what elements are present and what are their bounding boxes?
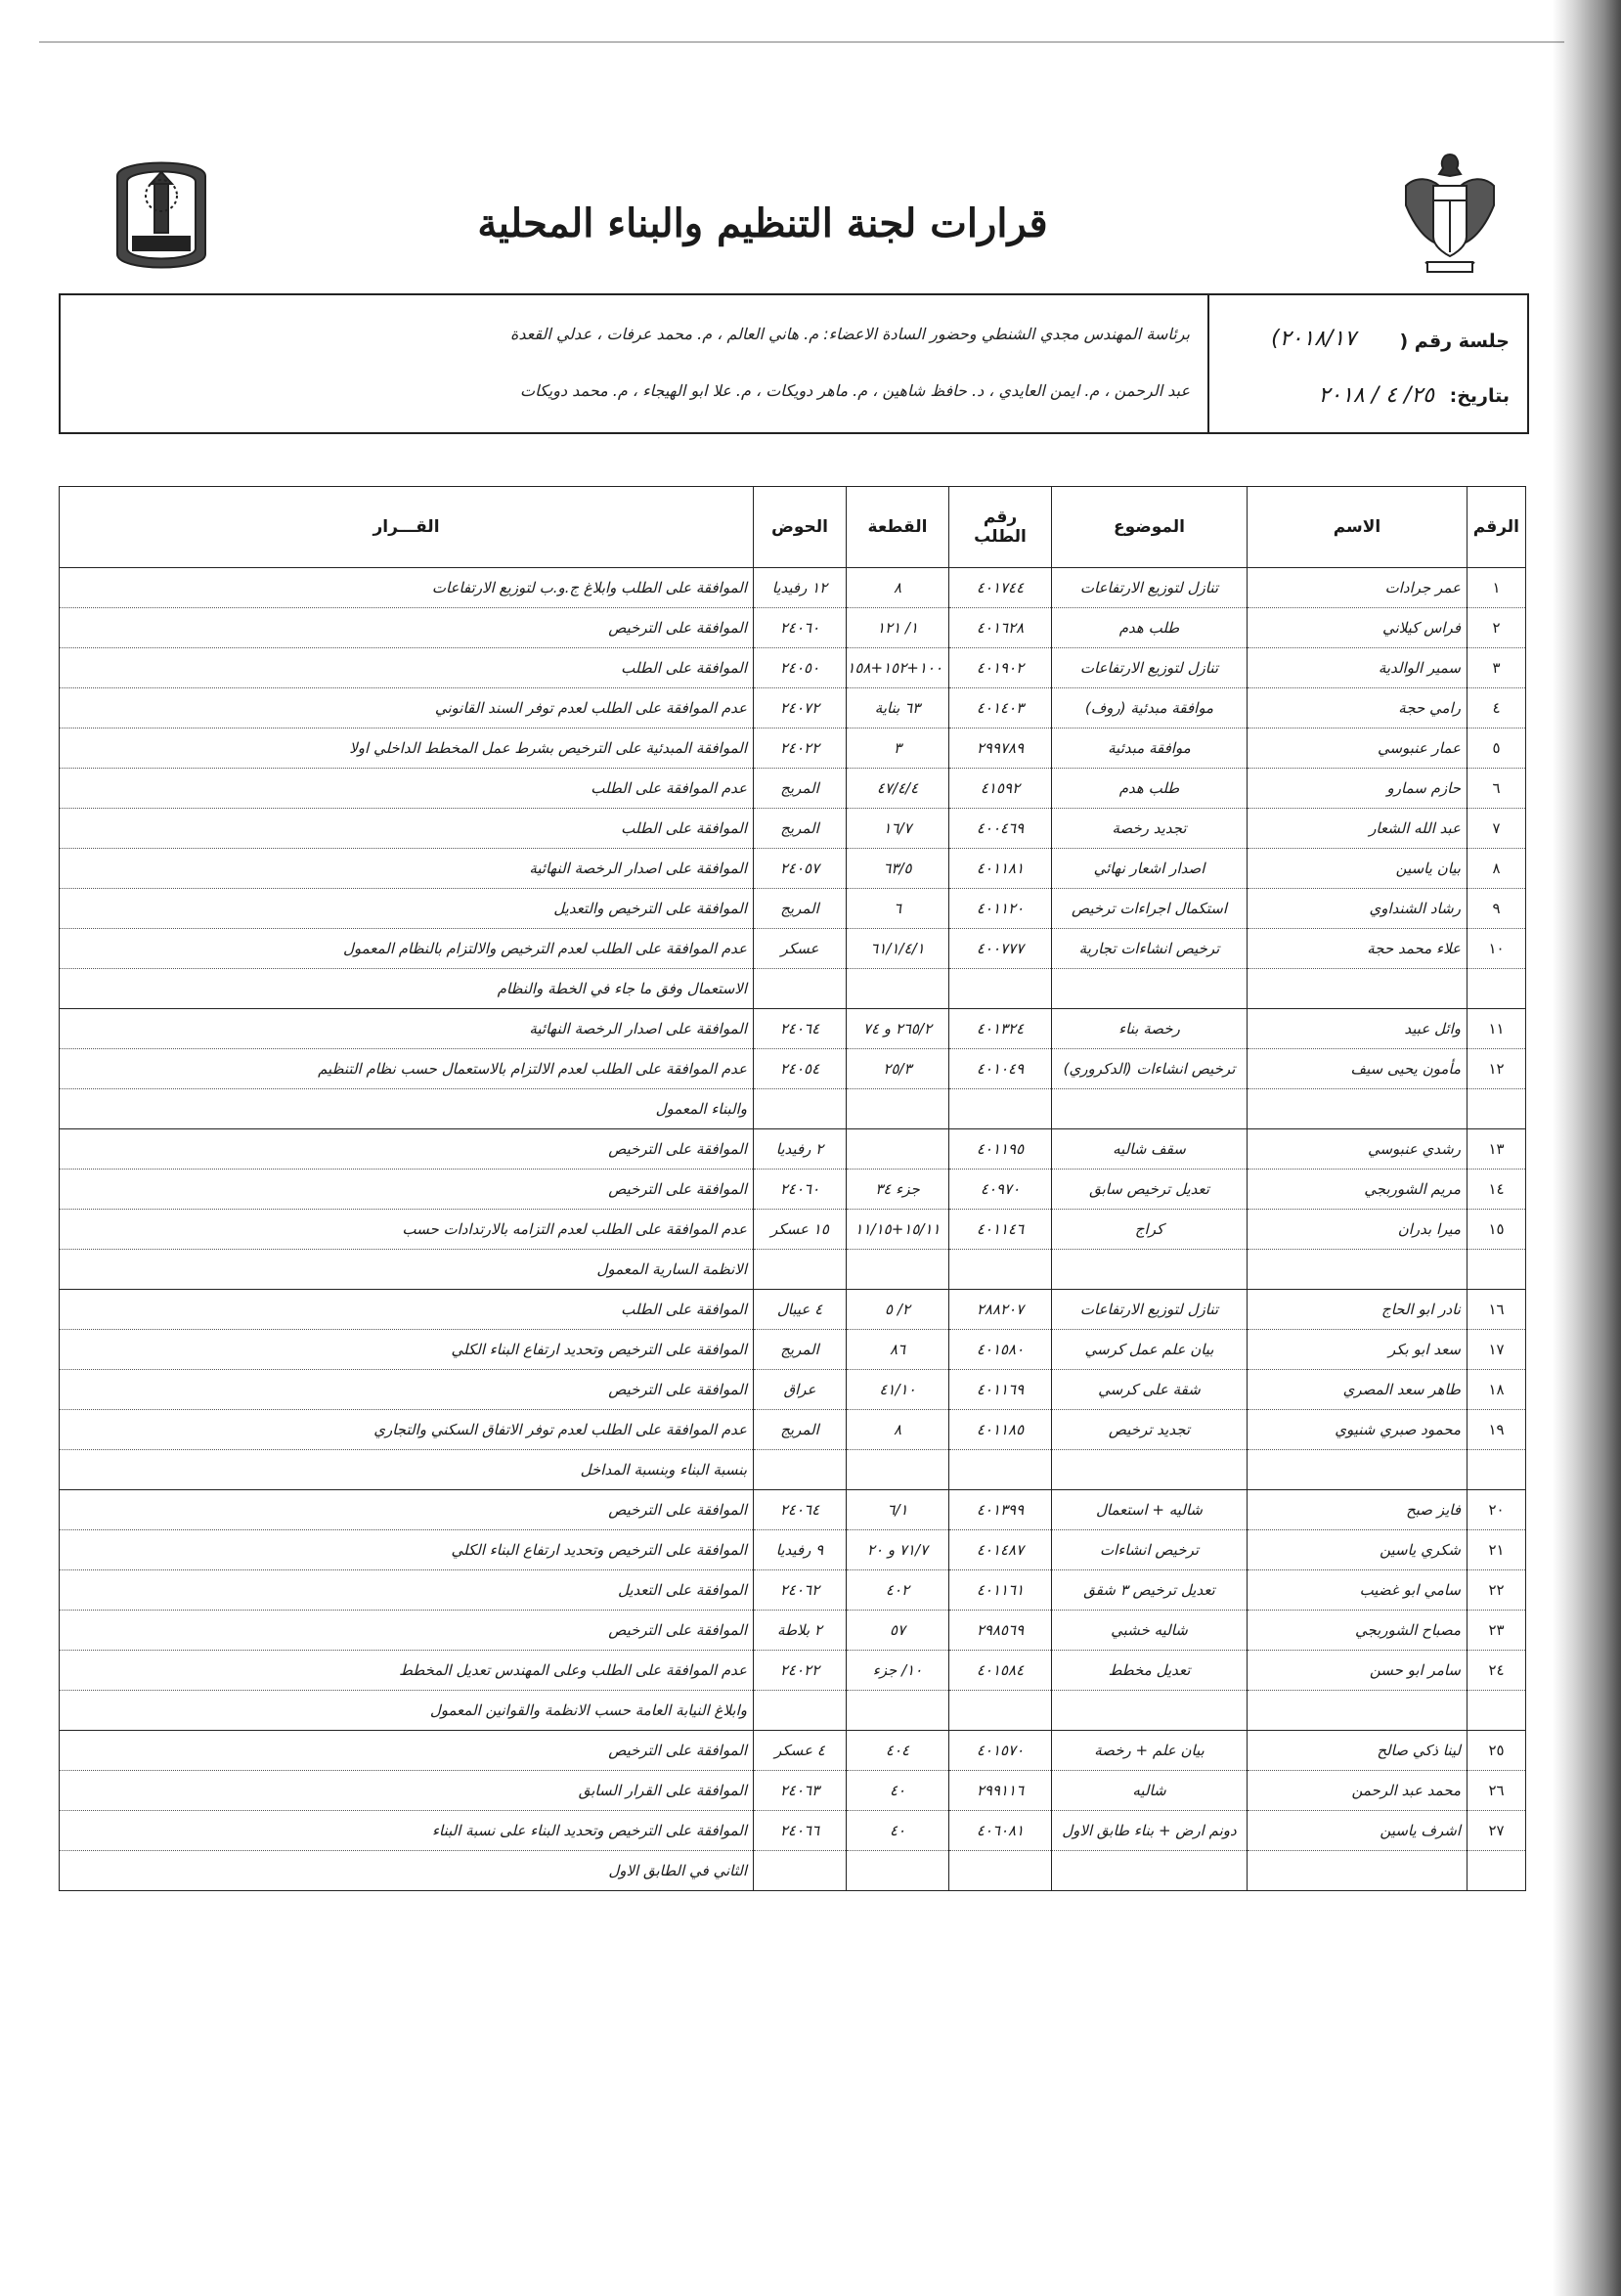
cell-name: مريم الشوربجي [1248,1170,1468,1210]
nablus-municipality-seal-icon [108,147,215,284]
table-row [60,769,1526,809]
cell-request: ٤٠١١٦٩ [949,1370,1052,1410]
cell-parcel: ٦٣ بناية [847,688,949,729]
cell-basin: ٢٤٠٢٢ [754,1651,847,1691]
cell-decision: الموافقة على اصدار الرخصة النهائية [60,849,754,889]
cell-decision: الموافقة على الترخيص [60,1129,754,1170]
table-row [60,1290,1526,1330]
cell-subject: استكمال اجراءات ترخيص [1052,889,1248,929]
cell-subject: طلب هدم [1052,608,1248,648]
cell-basin: ٢٤٠٦٤ [754,1009,847,1049]
cell-parcel: ١٥/١١+١١/١٥ [847,1210,949,1250]
cell-basin [754,1450,847,1490]
cell-parcel: ٨٦ [847,1330,949,1370]
cell-parcel: ٢/ ٥ [847,1290,949,1330]
cell-num [1468,1691,1526,1731]
cell-basin: ٢٤٠٦٠ [754,608,847,648]
cell-subject [1052,1450,1248,1490]
attendance-line-2: عبد الرحمن ، م. ايمن العايدي ، د. حافظ شاهين ، م. ماهر دويكات ، م. علا ابو الهيجاء ، م. محمد دويكات [520,381,1190,400]
cell-subject: رخصة بناء [1052,1009,1248,1049]
cell-parcel: ٦ [847,889,949,929]
session-box-divider [1207,295,1209,432]
cell-basin: ٢٤٠٥٧ [754,849,847,889]
cell-subject: موافقة مبدئية [1052,729,1248,769]
cell-parcel: ٤٠ [847,1811,949,1851]
cell-parcel [847,1089,949,1129]
cell-num: ١٩ [1468,1410,1526,1450]
table-row [60,1009,1526,1049]
cell-subject: تنازل لتوزيع الارتفاعات [1052,1290,1248,1330]
cell-parcel [847,1450,949,1490]
cell-parcel: ٢٥/٣ [847,1049,949,1089]
table-row [60,1530,1526,1570]
cell-parcel: ٤١/١٠ [847,1370,949,1410]
cell-basin: ٢٤٠٦٣ [754,1771,847,1811]
cell-name: عبد الله الشعار [1248,809,1468,849]
cell-num: ٣ [1468,648,1526,688]
cell-name: مصباح الشوربجي [1248,1611,1468,1651]
cell-num: ٢٠ [1468,1490,1526,1530]
cell-name: فراس كيلاني [1248,608,1468,648]
table-row [60,1170,1526,1210]
cell-subject: تجديد ترخيص [1052,1410,1248,1450]
cell-num: ٢٣ [1468,1611,1526,1651]
cell-basin: ٢ بلاطة [754,1611,847,1651]
cell-request: ٢٩٩٧٨٩ [949,729,1052,769]
cell-num: ٢٦ [1468,1771,1526,1811]
cell-subject: تجديد رخصة [1052,809,1248,849]
cell-name: عمار عنبوسي [1248,729,1468,769]
cell-decision: الانظمة السارية المعمول [60,1250,754,1290]
cell-parcel: ٦/١ [847,1490,949,1530]
table-row-continuation [60,1450,1526,1490]
cell-decision: عدم الموافقة على الطلب لعدم التزامه بالارتدادات حسب [60,1210,754,1250]
table-row [60,1210,1526,1250]
cell-decision: عدم الموافقة على الطلب لعدم الترخيص والالتزام بالنظام المعمول [60,929,754,969]
cell-parcel [847,1691,949,1731]
cell-basin: ١٥ عسكر [754,1210,847,1250]
cell-name: محمد عبد الرحمن [1248,1771,1468,1811]
cell-parcel: ١/ ١٢١ [847,608,949,648]
table-row [60,1490,1526,1530]
cell-subject: بيان علم + رخصة [1052,1731,1248,1771]
cell-decision: عدم الموافقة على الطلب لعدم توفر السند القانوني [60,688,754,729]
table-row [60,849,1526,889]
cell-parcel: ٤٠٤ [847,1731,949,1771]
cell-parcel: ٨ [847,1410,949,1450]
cell-name: سمير الوالدية [1248,648,1468,688]
cell-name: لينا ذكي صالح [1248,1731,1468,1771]
cell-basin: ٤ عيبال [754,1290,847,1330]
cell-num [1468,1851,1526,1891]
cell-name: سعد ابو بكر [1248,1330,1468,1370]
cell-parcel: جزء ٣٤ [847,1170,949,1210]
cell-request: ٤٠١١٨١ [949,849,1052,889]
cell-subject: شقة على كرسي [1052,1370,1248,1410]
table-row-continuation [60,1089,1526,1129]
cell-parcel: ١٦/٧ [847,809,949,849]
session-date-value: ٢٥/ ٤ / ٢٠١٨ [1318,383,1434,408]
cell-request: ٤٠١١٦١ [949,1570,1052,1611]
table-row [60,568,1526,608]
cell-basin [754,1851,847,1891]
cell-basin [754,969,847,1009]
cell-decision: الموافقة على الترخيص [60,1490,754,1530]
cell-subject: تنازل لتوزيع الارتفاعات [1052,648,1248,688]
cell-decision: الموافقة على الترخيص وتحديد ارتفاع البناء الكلي [60,1530,754,1570]
cell-decision: الموافقة على الطلب [60,809,754,849]
table-row [60,1731,1526,1771]
cell-basin: عسكر [754,929,847,969]
cell-request: ٤٠١٠٤٩ [949,1049,1052,1089]
cell-subject: كراج [1052,1210,1248,1250]
cell-request [949,1089,1052,1129]
col-header-name: الاسم [1248,487,1468,568]
table-row [60,1370,1526,1410]
cell-subject: موافقة مبدئية (روف) [1052,688,1248,729]
cell-request [949,969,1052,1009]
cell-num: ١ [1468,568,1526,608]
cell-name: بيان ياسين [1248,849,1468,889]
cell-decision: الاستعمال وفق ما جاء في الخطة والنظام [60,969,754,1009]
cell-subject: شاليه خشبي [1052,1611,1248,1651]
col-header-parcel: القطعة [847,487,949,568]
cell-parcel: ٤٧/٤/٤ [847,769,949,809]
cell-num: ٢١ [1468,1530,1526,1570]
cell-num [1468,1089,1526,1129]
col-header-request: رقم الطلب [949,487,1052,568]
cell-request: ٤٠١٣٩٩ [949,1490,1052,1530]
cell-parcel [847,1851,949,1891]
table-row [60,1651,1526,1691]
cell-subject: طلب هدم [1052,769,1248,809]
cell-num: ٥ [1468,729,1526,769]
cell-request: ٤٠١١٤٦ [949,1210,1052,1250]
cell-name: مأمون يحيى سيف [1248,1049,1468,1089]
cell-subject: تعديل ترخيص ٣ شقق [1052,1570,1248,1611]
col-header-subject: الموضوع [1052,487,1248,568]
cell-request: ٤٠١٤٨٧ [949,1530,1052,1570]
session-info-box [59,293,1529,434]
cell-decision: الموافقة على الطلب [60,648,754,688]
table-row [60,889,1526,929]
scan-edge-shadow [1553,0,1621,2296]
cell-decision: الموافقة على الترخيص وتحديد ارتفاع البناء الكلي [60,1330,754,1370]
cell-decision: الموافقة على الترخيص [60,1370,754,1410]
cell-request: ٤٠١١٩٥ [949,1129,1052,1170]
decisions-table-body [60,568,1526,1891]
cell-basin: ٢٤٠٥٤ [754,1049,847,1089]
cell-subject [1052,1691,1248,1731]
cell-decision: الثاني في الطابق الاول [60,1851,754,1891]
cell-name [1248,1851,1468,1891]
cell-request: ٤٠١٤٠٣ [949,688,1052,729]
cell-subject: تعديل مخطط [1052,1651,1248,1691]
cell-name [1248,1450,1468,1490]
cell-basin: ٢٤٠٦٠ [754,1170,847,1210]
cell-subject [1052,1089,1248,1129]
attendance-line-1: برئاسة المهندس مجدي الشنطي وحضور السادة الاعضاء: م. هاني العالم ، م. محمد عرفات ، عدلي القعدة [509,325,1190,343]
table-row [60,729,1526,769]
cell-basin: المريج [754,1330,847,1370]
cell-num: ١٧ [1468,1330,1526,1370]
cell-name: علاء محمد حجة [1248,929,1468,969]
cell-num [1468,1450,1526,1490]
cell-name: رشاد الشنداوي [1248,889,1468,929]
cell-name [1248,1250,1468,1290]
table-row [60,929,1526,969]
table-row [60,1570,1526,1611]
session-number-label: جلسة رقم ( [1399,331,1510,352]
cell-num: ٢٢ [1468,1570,1526,1611]
session-number-value: ٢٠١٨/١٧) [1271,327,1356,351]
cell-basin [754,1089,847,1129]
cell-parcel: ٦١/١/٤/١ [847,929,949,969]
session-date-label: بتاريخ: [1449,385,1510,407]
cell-name [1248,969,1468,1009]
cell-request: ٤٠١٩٠٢ [949,648,1052,688]
cell-num: ٢٧ [1468,1811,1526,1851]
cell-num: ١٦ [1468,1290,1526,1330]
cell-num [1468,969,1526,1009]
cell-decision: الموافقة المبدئية على الترخيص بشرط عمل المخطط الداخلي اولا [60,729,754,769]
table-row [60,1611,1526,1651]
cell-decision: عدم الموافقة على الطلب لعدم توفر الاتفاق السكني والتجاري [60,1410,754,1450]
cell-name: ميرا بدران [1248,1210,1468,1250]
table-row [60,1049,1526,1089]
cell-request: ٤٠١١٨٥ [949,1410,1052,1450]
table-row-continuation [60,1250,1526,1290]
cell-request: ٤٠٦٠٨١ [949,1811,1052,1851]
cell-basin: المريج [754,889,847,929]
cell-request: ٤٠٠٧٧٧ [949,929,1052,969]
cell-subject: سقف شاليه [1052,1129,1248,1170]
cell-request: ٤٠٠٤٦٩ [949,809,1052,849]
cell-num: ٢٥ [1468,1731,1526,1771]
cell-num: ٢ [1468,608,1526,648]
cell-request: ٢٨٨٢٠٧ [949,1290,1052,1330]
cell-request [949,1851,1052,1891]
cell-decision: الموافقة على الطلب [60,1290,754,1330]
cell-subject: تنازل لتوزيع الارتفاعات [1052,568,1248,608]
cell-parcel: ٤٠٢ [847,1570,949,1611]
table-row [60,1771,1526,1811]
cell-name: حازم سمارو [1248,769,1468,809]
cell-decision: الموافقة على الترخيص [60,608,754,648]
cell-parcel [847,1250,949,1290]
cell-name [1248,1691,1468,1731]
cell-subject: ترخيص انشاءات (الدكروري) [1052,1049,1248,1089]
cell-num: ٢٤ [1468,1651,1526,1691]
cell-basin: المريج [754,769,847,809]
table-row [60,809,1526,849]
palestine-eagle-emblem-icon [1396,147,1504,284]
cell-request [949,1250,1052,1290]
cell-num: ١٣ [1468,1129,1526,1170]
cell-basin [754,1250,847,1290]
cell-num: ١٢ [1468,1049,1526,1089]
cell-request: ٤٠١١٢٠ [949,889,1052,929]
table-row-continuation [60,969,1526,1009]
cell-decision: الموافقة على الترخيص وتحديد البناء على نسبة البناء [60,1811,754,1851]
cell-name: فايز صبح [1248,1490,1468,1530]
cell-parcel: ٤٠ [847,1771,949,1811]
cell-subject [1052,969,1248,1009]
cell-basin: ٢٤٠٦٤ [754,1490,847,1530]
cell-num: ١٠ [1468,929,1526,969]
cell-basin [754,1691,847,1731]
cell-name: وائل عبيد [1248,1009,1468,1049]
cell-decision: الموافقة على الطلب وابلاغ ج.و.ب لتوزيع الارتفاعات [60,568,754,608]
cell-parcel: ١٠/ جزء [847,1651,949,1691]
cell-request: ٢٩٩١١٦ [949,1771,1052,1811]
col-header-decision: القـــرار [60,487,754,568]
cell-basin: المريج [754,1410,847,1450]
cell-decision: والبناء المعمول [60,1089,754,1129]
cell-num: ٦ [1468,769,1526,809]
cell-request [949,1450,1052,1490]
cell-subject: دونم ارض + بناء طابق الاول [1052,1811,1248,1851]
cell-request: ٢٩٨٥٦٩ [949,1611,1052,1651]
cell-num: ٩ [1468,889,1526,929]
scan-top-edge [39,41,1564,43]
cell-decision: عدم الموافقة على الطلب [60,769,754,809]
table-row [60,1410,1526,1450]
cell-basin: ٢٤٠٧٢ [754,688,847,729]
cell-subject: بيان علم عمل كرسي [1052,1330,1248,1370]
table-row [60,648,1526,688]
cell-name: طاهر سعد المصري [1248,1370,1468,1410]
cell-request: ٤٠١٧٤٤ [949,568,1052,608]
cell-decision: عدم الموافقة على الطلب لعدم الالتزام بالاستعمال حسب نظام التنظيم [60,1049,754,1089]
cell-subject: شاليه + استعمال [1052,1490,1248,1530]
cell-subject [1052,1250,1248,1290]
cell-request: ٤٠١٥٨٠ [949,1330,1052,1370]
cell-subject: شاليه [1052,1771,1248,1811]
cell-decision: الموافقة على الترخيص والتعديل [60,889,754,929]
cell-basin: ٢٤٠٦٦ [754,1811,847,1851]
cell-basin: ٢٤٠٥٠ [754,648,847,688]
cell-parcel: ٧١/٧ و ٢٠ [847,1530,949,1570]
cell-subject: ترخيص انشاءات [1052,1530,1248,1570]
cell-decision: الموافقة على اصدار الرخصة النهائية [60,1009,754,1049]
cell-request: ٤٠٩٧٠ [949,1170,1052,1210]
cell-basin: المريج [754,809,847,849]
cell-num: ٧ [1468,809,1526,849]
cell-decision: الموافقة على الترخيص [60,1611,754,1651]
cell-request [949,1691,1052,1731]
cell-decision: بنسبة البناء وبنسبة المداخل [60,1450,754,1490]
cell-parcel [847,1129,949,1170]
cell-parcel: ٢٦٥/٢ و ٧٤ [847,1009,949,1049]
cell-parcel: ١٠٠+١٥٢+١٥٨ [847,648,949,688]
cell-num: ١٥ [1468,1210,1526,1250]
cell-basin: ٢٤٠٢٢ [754,729,847,769]
cell-name: سامي ابو غضيب [1248,1570,1468,1611]
cell-num: ٤ [1468,688,1526,729]
cell-subject: ترخيص انشاءات تجارية [1052,929,1248,969]
cell-name: رشدي عنبوسي [1248,1129,1468,1170]
cell-basin: ٢٤٠٦٢ [754,1570,847,1611]
cell-num [1468,1250,1526,1290]
cell-parcel: ٣ [847,729,949,769]
cell-name [1248,1089,1468,1129]
table-row [60,1129,1526,1170]
table-row [60,1811,1526,1851]
cell-num: ١٤ [1468,1170,1526,1210]
cell-decision: الموافقة على الترخيص [60,1170,754,1210]
cell-num: ٨ [1468,849,1526,889]
cell-name: عمر جرادات [1248,568,1468,608]
cell-basin: ٢ رفيديا [754,1129,847,1170]
document-title: قرارات لجنة التنظيم والبناء المحلية [477,200,1048,246]
cell-name: محمود صبري شنيوي [1248,1410,1468,1450]
table-header-row [60,487,1526,568]
cell-request: ٤٠١٥٨٤ [949,1651,1052,1691]
cell-request: ٤٠١٣٢٤ [949,1009,1052,1049]
cell-decision: الموافقة على الترخيص [60,1731,754,1771]
cell-decision: عدم الموافقة على الطلب وعلى المهندس تعديل المخطط [60,1651,754,1691]
table-row [60,608,1526,648]
decisions-table [59,486,1526,1891]
cell-parcel: ٨ [847,568,949,608]
cell-request: ٤٠١٦٢٨ [949,608,1052,648]
cell-basin: ٩ رفيديا [754,1530,847,1570]
cell-num: ١٨ [1468,1370,1526,1410]
cell-subject: اصدار اشعار نهائي [1052,849,1248,889]
cell-name: شكري ياسين [1248,1530,1468,1570]
cell-decision: الموافقة على القرار السابق [60,1771,754,1811]
table-row-continuation [60,1691,1526,1731]
cell-basin: ١٢ رفيديا [754,568,847,608]
cell-request: ٤١٥٩٢ [949,769,1052,809]
cell-request: ٤٠١٥٧٠ [949,1731,1052,1771]
table-row [60,688,1526,729]
table-row [60,1330,1526,1370]
col-header-basin: الحوض [754,487,847,568]
cell-name: رامي حجة [1248,688,1468,729]
cell-name: سامر ابو حسن [1248,1651,1468,1691]
cell-name: اشرف ياسين [1248,1811,1468,1851]
cell-parcel: ٥٧ [847,1611,949,1651]
cell-parcel: ٦٣/٥ [847,849,949,889]
cell-num: ١١ [1468,1009,1526,1049]
table-row-continuation [60,1851,1526,1891]
cell-subject [1052,1851,1248,1891]
cell-basin: ٤ عسكر [754,1731,847,1771]
cell-decision: وابلاغ النيابة العامة حسب الانظمة والقوانين المعمول [60,1691,754,1731]
cell-basin: عراق [754,1370,847,1410]
col-header-num: الرقم [1468,487,1526,568]
cell-parcel [847,969,949,1009]
cell-name: نادر ابو الحاج [1248,1290,1468,1330]
cell-subject: تعديل ترخيص سابق [1052,1170,1248,1210]
cell-decision: الموافقة على التعديل [60,1570,754,1611]
